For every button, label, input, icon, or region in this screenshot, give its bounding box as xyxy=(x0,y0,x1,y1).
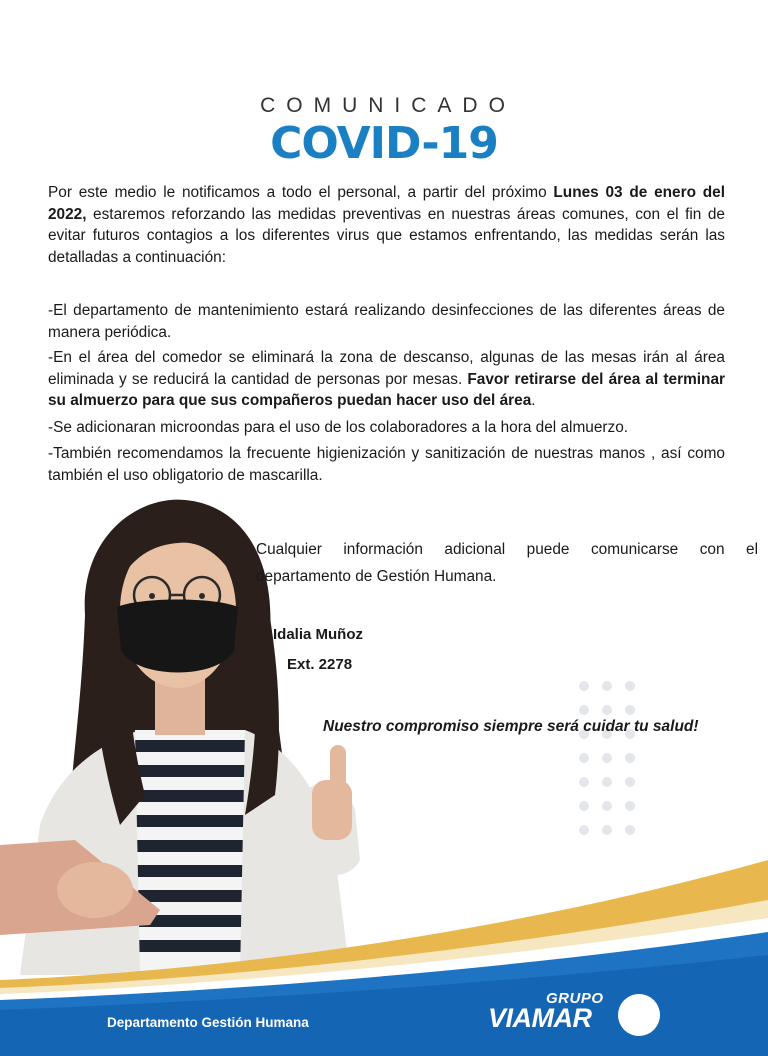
intro-text-end: estaremos reforzando las medidas preventivas en nuestras áreas comunes, con el fin de evitar futuros contagios a los diferentes virus que estamos enfrentando, las medidas serán las detalladas a continuación: xyxy=(48,205,725,266)
contact-note xyxy=(256,536,758,590)
intro-paragraph xyxy=(48,182,725,268)
document-kicker: COMUNICADO xyxy=(260,94,516,117)
document-title: COVID-19 xyxy=(270,118,498,169)
logo-grupo-text: GRUPO xyxy=(546,990,604,1007)
viamar-logo xyxy=(488,990,668,1040)
measure-hygiene: -También recomendamos la frecuente higienización y sanitización de nuestras manos , así como también el uso obligatorio de mascarilla. xyxy=(48,445,725,484)
measure-dining-area xyxy=(48,347,725,412)
measure-dining-end: . xyxy=(531,392,536,409)
measure-microwaves: -Se adicionaran microondas para el uso de los colaboradores a la hora del almuerzo. xyxy=(48,419,629,436)
measure-maintenance: -El departamento de mantenimiento estará realizando desinfecciones de las diferentes áreas de manera periódica. xyxy=(48,302,725,341)
company-motto: Nuestro compromiso siempre será cuidar tu salud! xyxy=(323,718,699,735)
footer-department-label: Departamento Gestión Humana xyxy=(107,1015,309,1030)
intro-date: Lunes 03 de enero del 2022, xyxy=(48,184,726,223)
dot-grid-decoration xyxy=(572,676,644,852)
contact-extension: Ext. 2278 xyxy=(287,656,353,673)
logo-circle-icon xyxy=(618,994,660,1036)
contact-line-1: Cualquier información adicional puede comunicarse con el xyxy=(256,541,758,558)
intro-text-start: Por este medio le notificamos a todo el personal, a partir del próximo xyxy=(48,184,554,201)
logo-viamar-text: VIAMAR xyxy=(488,1003,592,1033)
measure-dining-text: -En el área del comedor se eliminará la zona de descanso, algunas de las mesas irán al área eliminada y se reducirá la cantidad de personas por mesas. xyxy=(48,349,725,388)
contact-line-2: departamento de Gestión Humana. xyxy=(256,568,497,585)
measure-dining-request: Favor retirarse del área al terminar su almuerzo para que sus compañeros puedan hacer uso del área xyxy=(48,370,725,409)
contact-person-name: Idalia Muñoz xyxy=(273,626,363,643)
